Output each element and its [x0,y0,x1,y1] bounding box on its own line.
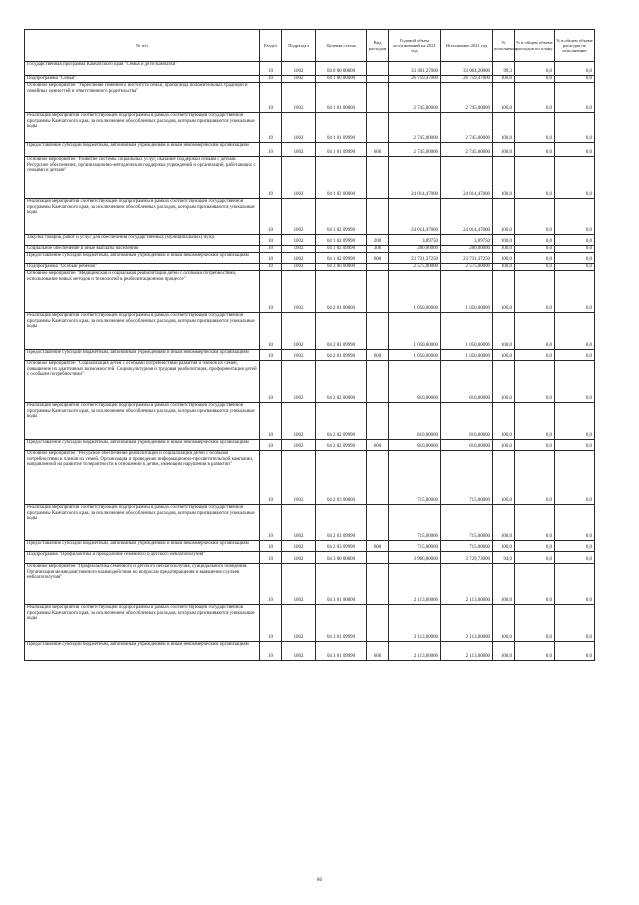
cell-razdel: 10 [260,113,282,143]
cell-razdel: 10 [260,83,282,113]
cell-share-fact: 0,0 [555,505,595,541]
cell-share-plan: 0,0 [515,350,555,361]
cell-podrazdel: 1002 [282,642,316,661]
cell-csr: 04 1 02 09990 [316,253,367,264]
cell-vr [367,361,389,403]
cell-share-plan: 0,0 [515,361,555,403]
row-name: Реализация мероприятий соответствующей подпрограммы в рамках соответствующей государственной программы Камчатского края, за исключением обособленных расходов, которым присваиваются уникальные коды [25,403,260,440]
row-name: Закупка товаров, работ и услуг для обеспечения государственных (муниципальных) нужд [25,235,260,246]
cell-csr: 04 3 01 00000 [316,564,367,605]
cell-podrazdel: 1002 [282,403,316,440]
cell-fact: 24 014,47000 [441,157,493,199]
cell-fact: 715,00000 [441,541,493,552]
cell-plan: 1 050,00000 [389,313,441,350]
cell-csr: 04 3 01 09990 [316,642,367,661]
table-row [25,83,595,113]
row-name: Подпрограмма "Семья" [25,76,260,83]
cell-fact: 2 745,00000 [441,143,493,157]
cell-plan: 3 966,80000 [389,552,441,564]
cell-pct: 100,0 [493,541,515,552]
row-name: Основное мероприятие "Ресурсное обеспечение реабилитации и социализации детей с особыми потребностями и членов их семей. Организация и проведение информационно-просветительской кампании, направленной на развитие толерантности в отношении к детям, имеющим нарушения в развитии" [25,451,260,505]
cell-razdel: 10 [260,62,282,76]
cell-vr [367,505,389,541]
cell-razdel: 10 [260,199,282,235]
cell-fact: 810,00000 [441,440,493,451]
cell-csr: 04 2 02 00000 [316,361,367,403]
cell-csr: 04 1 01 09990 [316,113,367,143]
cell-podrazdel: 1002 [282,113,316,143]
cell-plan: 3,09750 [389,235,441,246]
cell-vr [367,264,389,271]
header-podrazdel: Подраздел [282,30,316,62]
cell-fact: 810,00000 [441,403,493,440]
table-row [25,143,595,157]
cell-plan: 715,00000 [389,505,441,541]
cell-share-fact: 0,0 [555,264,595,271]
cell-razdel: 10 [260,440,282,451]
header-share-plan: % в общем объеме расходов по плану [515,30,555,62]
cell-fact: 715,00000 [441,505,493,541]
cell-fact: 3 729,73000 [441,552,493,564]
cell-plan: 2 113,00000 [389,605,441,642]
cell-plan: 23 731,37250 [389,253,441,264]
row-name: Основное мероприятие "Медицинская и социальная реабилитация детей с особыми потребностями, использование новых методов и технологий в реабилитационном процессе" [25,271,260,313]
cell-podrazdel: 1002 [282,361,316,403]
budget-table-sheet [24,29,594,661]
cell-plan: 24 014,47000 [389,157,441,199]
cell-plan: 715,00000 [389,541,441,552]
cell-share-plan: 0,0 [515,440,555,451]
cell-plan: 2 575,00000 [389,264,441,271]
cell-plan: 2 745,00000 [389,113,441,143]
cell-fact: 1 050,00000 [441,313,493,350]
cell-plan: 1 050,00000 [389,350,441,361]
cell-csr: 04 3 00 00000 [316,552,367,564]
cell-csr: 04 2 02 09990 [316,403,367,440]
cell-share-fact: 0,0 [555,76,595,83]
cell-razdel: 10 [260,605,282,642]
cell-razdel: 10 [260,642,282,661]
cell-podrazdel: 1002 [282,605,316,642]
cell-podrazdel: 1002 [282,157,316,199]
table-row [25,271,595,313]
cell-vr [367,313,389,350]
cell-share-plan: 0,0 [515,143,555,157]
cell-pct: 100,0 [493,199,515,235]
cell-fact: 2 745,00000 [441,113,493,143]
table-row [25,361,595,403]
cell-podrazdel: 1002 [282,505,316,541]
cell-share-fact: 0,0 [555,199,595,235]
table-row [25,451,595,505]
cell-razdel: 10 [260,246,282,253]
cell-fact: 1 050,00000 [441,271,493,313]
cell-pct: 100,0 [493,505,515,541]
cell-vr: 600 [367,642,389,661]
cell-share-fact: 0,0 [555,143,595,157]
cell-csr: 04 1 02 09990 [316,235,367,246]
row-name: Основное мероприятие "Социализация детей с особыми потребностями развития и членов их семей, повышение их адаптивных возможностей. Социокультурная и трудовая реабилитация, профориентация детей с особыми потребностями" [25,361,260,403]
cell-pct: 100,0 [493,235,515,246]
cell-pct: 100,0 [493,403,515,440]
cell-fact: 26 759,47000 [441,76,493,83]
cell-csr: 04 2 01 09990 [316,350,367,361]
budget-execution-table [24,29,595,661]
cell-razdel: 10 [260,361,282,403]
cell-csr: 04 0 00 00000 [316,62,367,76]
cell-razdel: 10 [260,541,282,552]
cell-pct: 100,0 [493,605,515,642]
cell-pct: 100,0 [493,157,515,199]
table-row [25,199,595,235]
cell-vr: 200 [367,235,389,246]
cell-pct: 100,0 [493,642,515,661]
cell-share-plan: 0,0 [515,271,555,313]
cell-share-plan: 0,0 [515,451,555,505]
cell-fact: 24 014,47000 [441,199,493,235]
cell-razdel: 10 [260,157,282,199]
cell-plan: 2 745,00000 [389,83,441,113]
cell-share-fact: 0,0 [555,113,595,143]
cell-razdel: 10 [260,350,282,361]
cell-vr: 600 [367,143,389,157]
cell-podrazdel: 1002 [282,143,316,157]
table-row [25,403,595,440]
row-name: Предоставление субсидий бюджетным, автономным учреждениям и иным некоммерческим организациям [25,642,260,661]
table-row [25,76,595,83]
cell-vr [367,199,389,235]
cell-pct: 100,0 [493,271,515,313]
cell-share-plan: 0,0 [515,642,555,661]
cell-share-fact: 0,0 [555,605,595,642]
cell-vr: 600 [367,350,389,361]
cell-share-plan: 0,0 [515,552,555,564]
cell-share-fact: 0,0 [555,361,595,403]
row-name: Основное мероприятие "Профилактика семейного и детского неблагополучия, суицидального поведения. Организация межведомственного взаимодействия по вопросам предотвращения и выявления случаев неблагополучия" [25,564,260,605]
cell-plan: 280,00000 [389,246,441,253]
row-name: Предоставление субсидий бюджетным, автономным учреждениям и иным некоммерческим организациям [25,350,260,361]
cell-plan: 24 014,47000 [389,199,441,235]
table-row [25,246,595,253]
cell-vr [367,113,389,143]
cell-plan: 26 759,47000 [389,76,441,83]
cell-csr: 04 2 01 09990 [316,313,367,350]
cell-plan: 1 050,00000 [389,271,441,313]
header-csr: Целевая статья [316,30,367,62]
cell-vr [367,83,389,113]
cell-pct: 100,0 [493,564,515,605]
cell-share-plan: 0,0 [515,564,555,605]
row-name: Подпрограмма "Особый ребенок" [25,264,260,271]
cell-share-plan: 0,0 [515,199,555,235]
cell-fact: 23 731,37250 [441,253,493,264]
cell-vr: 600 [367,541,389,552]
cell-share-fact: 0,0 [555,246,595,253]
cell-pct: 100,0 [493,440,515,451]
row-name: Основное мероприятие "Развитие системы социальных услуг, оказание поддержки семьям с детьми. Ресурсное обеспечение, организационно-методическая поддержка учреждений и организаций, работающих с семьями и детьми" [25,157,260,199]
table-row [25,505,595,541]
cell-share-plan: 0,0 [515,76,555,83]
cell-fact: 810,00000 [441,361,493,403]
cell-csr: 04 1 02 00000 [316,157,367,199]
cell-plan: 810,00000 [389,403,441,440]
table-row [25,157,595,199]
cell-podrazdel: 1002 [282,264,316,271]
cell-vr [367,62,389,76]
cell-share-plan: 0,0 [515,541,555,552]
cell-share-plan: 0,0 [515,62,555,76]
cell-csr: 04 2 03 00000 [316,451,367,505]
cell-csr: 04 2 02 09990 [316,440,367,451]
row-name: Основное мероприятие "Укрепление семейного института семьи, пропаганда положительных традиций и семейных ценностей и ответственного родительства" [25,83,260,113]
cell-share-plan: 0,0 [515,505,555,541]
cell-share-fact: 0,0 [555,83,595,113]
cell-vr [367,403,389,440]
row-name: Предоставление субсидий бюджетным, автономным учреждениям и иным некоммерческим организациям [25,440,260,451]
row-name: Государственная программа Камчатского края "Семья и дети Камчатки" [25,62,260,76]
cell-share-fact: 0,0 [555,253,595,264]
cell-pct: 100,0 [493,246,515,253]
page-number: 86 [317,878,322,883]
table-row [25,541,595,552]
cell-podrazdel: 1002 [282,253,316,264]
cell-csr: 04 2 00 00000 [316,264,367,271]
cell-share-fact: 0,0 [555,564,595,605]
cell-pct: 100,0 [493,264,515,271]
table-row [25,62,595,76]
cell-podrazdel: 1002 [282,83,316,113]
cell-vr [367,605,389,642]
cell-podrazdel: 1002 [282,541,316,552]
header-pct: % исполнения [493,30,515,62]
cell-csr: 04 1 02 09990 [316,199,367,235]
cell-fact: 3,09750 [441,235,493,246]
header-plan: Годовой объем ассигнований на 2021 год [389,30,441,62]
cell-podrazdel: 1002 [282,235,316,246]
cell-podrazdel: 1002 [282,246,316,253]
table-row [25,605,595,642]
table-row [25,113,595,143]
cell-fact: 2 113,00000 [441,564,493,605]
cell-podrazdel: 1002 [282,451,316,505]
cell-share-fact: 0,0 [555,552,595,564]
table-row [25,313,595,350]
cell-fact: 2 745,00000 [441,83,493,113]
cell-vr [367,271,389,313]
cell-pct: 100,0 [493,451,515,505]
cell-podrazdel: 1002 [282,271,316,313]
cell-pct: 100,0 [493,253,515,264]
cell-plan: 715,00000 [389,451,441,505]
cell-razdel: 10 [260,403,282,440]
cell-share-fact: 0,0 [555,541,595,552]
cell-razdel: 10 [260,564,282,605]
cell-vr: 600 [367,440,389,451]
cell-csr: 04 3 01 09990 [316,605,367,642]
cell-podrazdel: 1002 [282,199,316,235]
table-row [25,264,595,271]
row-name: Подпрограмма "Профилактика и преодоление семейного и детского неблагополучия" [25,552,260,564]
cell-share-fact: 0,0 [555,313,595,350]
cell-razdel: 10 [260,552,282,564]
cell-podrazdel: 1002 [282,313,316,350]
cell-vr [367,157,389,199]
cell-share-plan: 0,0 [515,313,555,350]
cell-share-plan: 0,0 [515,235,555,246]
cell-share-fact: 0,0 [555,451,595,505]
cell-plan: 2 113,00000 [389,564,441,605]
cell-plan: 810,00000 [389,440,441,451]
row-name: Реализация мероприятий соответствующей подпрограммы в рамках соответствующей государственной программы Камчатского края, за исключением обособленных расходов, которым присваиваются уникальные коды [25,605,260,642]
cell-fact: 33 064,20000 [441,62,493,76]
cell-vr [367,76,389,83]
cell-vr: 600 [367,253,389,264]
cell-podrazdel: 1002 [282,350,316,361]
cell-share-plan: 0,0 [515,605,555,642]
cell-razdel: 10 [260,143,282,157]
header-vr: Вид расходов [367,30,389,62]
header-share-fact: % в общем объеме расходов по исполнению [555,30,595,62]
cell-fact: 280,00000 [441,246,493,253]
table-body [25,62,595,661]
cell-share-fact: 0,0 [555,350,595,361]
cell-share-fact: 0,0 [555,271,595,313]
row-name: Предоставление субсидий бюджетным, автономным учреждениям и иным некоммерческим организациям [25,253,260,264]
cell-pct: 100,0 [493,350,515,361]
cell-razdel: 10 [260,264,282,271]
cell-fact: 1 050,00000 [441,350,493,361]
cell-share-plan: 0,0 [515,253,555,264]
header-fact: Исполнение 2021 год [441,30,493,62]
cell-razdel: 10 [260,76,282,83]
table-row [25,253,595,264]
cell-podrazdel: 1002 [282,552,316,564]
cell-share-plan: 0,0 [515,83,555,113]
cell-fact: 2 113,00000 [441,605,493,642]
header-razdel: Раздел [260,30,282,62]
cell-vr [367,564,389,605]
cell-plan: 2 745,00000 [389,143,441,157]
cell-share-plan: 0,0 [515,246,555,253]
cell-share-fact: 0,0 [555,403,595,440]
cell-csr: 04 1 02 09990 [316,246,367,253]
cell-pct: 100,0 [493,76,515,83]
table-row [25,350,595,361]
table-row [25,564,595,605]
cell-razdel: 10 [260,253,282,264]
cell-podrazdel: 1002 [282,440,316,451]
cell-share-plan: 0,0 [515,264,555,271]
cell-vr: 300 [367,246,389,253]
cell-pct: 100,0 [493,143,515,157]
cell-podrazdel: 1002 [282,62,316,76]
cell-plan: 810,00000 [389,361,441,403]
cell-pct: 100,0 [493,113,515,143]
cell-fact: 2 113,00000 [441,642,493,661]
row-name: Предоставление субсидий бюджетным, автономным учреждениям и иным некоммерческим организациям [25,541,260,552]
cell-share-fact: 0,0 [555,642,595,661]
cell-share-plan: 0,0 [515,113,555,143]
cell-share-fact: 0,0 [555,440,595,451]
cell-pct: 100,0 [493,361,515,403]
row-name: Реализация мероприятий соответствующей подпрограммы в рамках соответствующей государственной программы Камчатского края, за исключением обособленных расходов, которым присваиваются уникальные коды [25,113,260,143]
cell-fact: 715,00000 [441,451,493,505]
cell-csr: 04 2 03 09990 [316,505,367,541]
row-name: Социальное обеспечение и иные выплаты населению [25,246,260,253]
cell-share-fact: 0,0 [555,157,595,199]
cell-razdel: 10 [260,271,282,313]
table-row [25,235,595,246]
cell-pct: 100,0 [493,313,515,350]
cell-razdel: 10 [260,505,282,541]
row-name: Реализация мероприятий соответствующей подпрограммы в рамках соответствующей государственной программы Камчатского края, за исключением обособленных расходов, которым присваиваются уникальные коды [25,313,260,350]
table-row [25,552,595,564]
cell-plan: 33 301,27000 [389,62,441,76]
cell-csr: 04 1 00 00000 [316,76,367,83]
header-num: № п/п [25,30,260,62]
cell-razdel: 10 [260,313,282,350]
cell-csr: 04 1 01 00000 [316,83,367,113]
cell-razdel: 10 [260,235,282,246]
table-row [25,642,595,661]
cell-vr [367,552,389,564]
row-name: Реализация мероприятий соответствующей подпрограммы в рамках соответствующей государственной программы Камчатского края, за исключением обособленных расходов, которым присваиваются уникальные коды [25,199,260,235]
table-row [25,440,595,451]
cell-fact: 2 575,00000 [441,264,493,271]
cell-plan: 2 113,00000 [389,642,441,661]
cell-share-plan: 0,0 [515,403,555,440]
cell-csr: 04 2 01 00000 [316,271,367,313]
cell-podrazdel: 1002 [282,76,316,83]
cell-share-fact: 0,0 [555,235,595,246]
cell-share-plan: 0,0 [515,157,555,199]
cell-pct: 94,0 [493,552,515,564]
cell-podrazdel: 1002 [282,564,316,605]
cell-razdel: 10 [260,451,282,505]
table-header-row [25,30,595,62]
cell-pct: 99,3 [493,62,515,76]
row-name: Предоставление субсидий бюджетным, автономным учреждениям и иным некоммерческим организациям [25,143,260,157]
cell-csr: 04 1 01 09990 [316,143,367,157]
cell-share-fact: 0,0 [555,62,595,76]
cell-vr [367,451,389,505]
row-name: Реализация мероприятий соответствующей подпрограммы в рамках соответствующей государственной программы Камчатского края, за исключением обособленных расходов, которым присваиваются уникальные коды [25,505,260,541]
cell-pct: 100,0 [493,83,515,113]
cell-csr: 04 2 03 09990 [316,541,367,552]
